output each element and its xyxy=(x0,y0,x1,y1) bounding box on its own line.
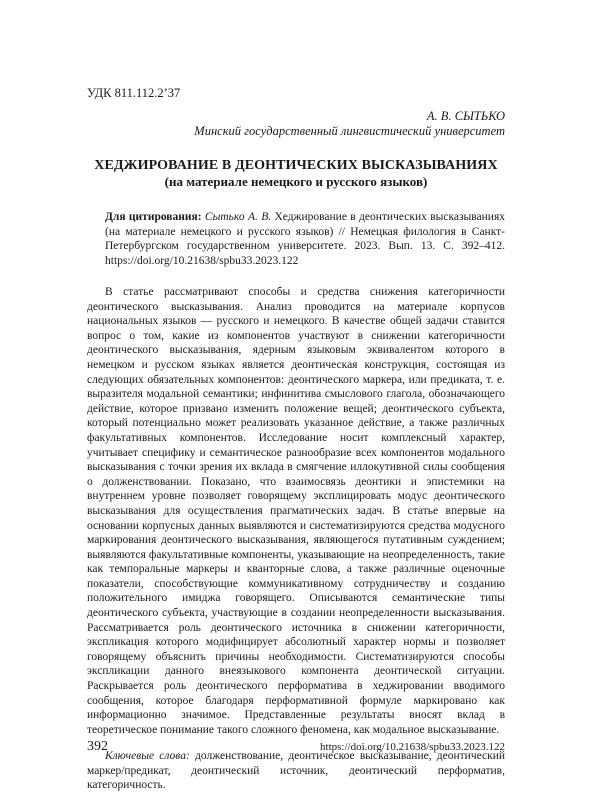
keywords-label: Ключевые слова: xyxy=(105,749,190,762)
citation-block xyxy=(87,210,505,268)
article-page xyxy=(87,86,505,793)
page-footer xyxy=(87,739,505,755)
keywords-block xyxy=(87,749,505,793)
udk-code: УДК 811.112.2’37 xyxy=(87,86,181,100)
citation-author: Сытько А. В. xyxy=(204,211,272,223)
footer-doi: https://doi.org/10.21638/spbu33.2023.122 xyxy=(320,741,505,753)
page-number: 392 xyxy=(87,739,108,754)
article-subtitle: (на материале немецкого и русского языков) xyxy=(164,174,428,189)
author-name: А. В. СЫТЬКО xyxy=(426,109,505,123)
author-affiliation: Минский государственный лингвистический университет xyxy=(194,124,505,138)
article-title: ХЕДЖИРОВАНИЕ В ДЕОНТИЧЕСКИХ ВЫСКАЗЫВАНИЯХ xyxy=(94,158,498,173)
citation-text: Хеджирование в деонтических высказываниях (на материале немецкого и русского языков) // Немецкая филология в Санкт-Петербургском государственном университете. 2023. Вып. 13. С. 392–412. https://doi.org/10.21638/spbu33.2023.122 xyxy=(105,211,505,267)
citation-label: Для цитирования: xyxy=(105,211,202,223)
keywords-text: долженствование, деонтическое высказывание, деонтический маркер/предикат, деонтический источник, деонтический перформатив, категоричность. xyxy=(87,749,505,792)
abstract-text: В статье рассматривают способы и средства снижения категоричности деонтического высказывания. Анализ проводится на материале корпусов национальных языков — русского и немецкого. В качестве общей задачи ставится вопрос о том, какие из компонентов участвуют в снижении категоричности деонтического высказывания, ядерным языковым эквивалентом которого в немецком и русском языках является деонтическая конструкция, состоящая из следующих обязательных компонентов: деонтического маркера, или предиката, т. е. выразителя модальной семантики; инфинитива смыслового глагола, обозначающего действие, которое призвано изменить положение вещей; деонтического субъекта, который потенциально может реализовать указанное действие, а также различных факультативных компонентов. Исследование носит комплексный характер, учитывает специфику и семантическое разнообразие всех компонентов модального высказывания с точки зрения их вклада в смягчение иллокутивной силы сообщения о долженствовании. Показано, что взаимосвязь деонтики и эпистемики на внутреннем уровне позволяет говорящему эксплицировать модус деонтического высказывания для осуществления прагматических задач. В статье впервые на основании корпусных данных выявляются и систематизируются средства модусного маркирования деонтического высказывания, являющегося путативным суждением; выявляются факультативные компоненты, указывающие на неопределенность, такие как темпоральные маркеры и кванторные слова, а также различные оценочные показатели, способствующие коммуникативному сотрудничеству и созданию положительного имиджа говорящего. Описываются семантические типы деонтического субъекта, участвующие в создании неопределенности высказывания. Рассматривается роль деонтического источника в снижении категоричности, экспликация которого модифицирует абсолютный характер нормы и позволяет говорящему объяснить причины необходимости. Систематизируются способы экспликации данного внеязыкового компонента деонтической ситуации. Раскрывается роль деонтического перформатива в хеджировании вводимого сообщения, которое благодаря перформативной формуле маркировано как информационно значимое. Представленные результаты вносят вклад в теоретическое понимание такого сложного феномена, как модальное высказывание. xyxy=(87,286,505,736)
